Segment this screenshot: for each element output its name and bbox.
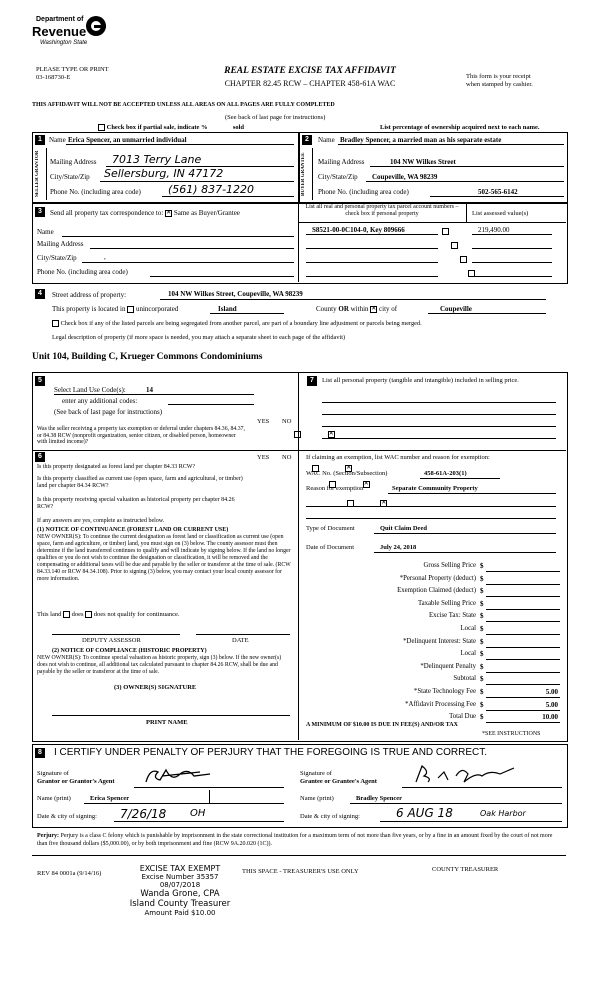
buyer-phone: 502-565-6142	[478, 188, 518, 196]
stamp-title: EXCISE TAX EXEMPT	[139, 864, 221, 873]
q-exemption-no-checkbox[interactable]: ✕	[328, 430, 334, 437]
fee-label: *State Technology Fee	[413, 688, 476, 695]
section-8-number: 8	[35, 748, 45, 758]
stamp-number: Excise Number 35357	[141, 873, 219, 881]
fee-dollar-sign: $	[480, 713, 484, 722]
seller-phone-label: Phone No. (including area code)	[50, 188, 141, 196]
perjury-text: Perjury is a class C felony which is punishable by imprisonment in the state correctional institution for a maximum term of not more than five years, or by a fine in an amount fixed by the court of not more than five thousand dollars ($5,000.00), or by both imprisonment and fine (RCW 9A.20.020 (1C)).	[37, 833, 553, 847]
form-title: REAL ESTATE EXCISE TAX AFFIDAVIT	[224, 66, 396, 76]
grantor-city: OH	[190, 808, 206, 819]
fee-dollar-sign: $	[480, 625, 484, 633]
seller-phone: (561) 837-1220	[168, 183, 255, 196]
stamp-date: 08/07/2018	[159, 881, 201, 889]
fee-dollar-sign: $	[480, 587, 484, 596]
parcel-2-checkbox[interactable]	[451, 242, 458, 249]
grantor-date-label: Date & city of signing:	[37, 813, 97, 820]
q-historical: Is this property receiving special valuation as historical property per chapter 84.26 RCW?	[37, 497, 235, 510]
fee-dollar-sign: $	[480, 574, 484, 583]
q-exemption: Was the seller receiving a property tax exemption or deferral under chapters 84.36, 84.37, or 84.38 RCW (nonprofit organization, senior citizen, or disabled person, homeowner with limited income)?	[37, 426, 245, 445]
fee-row	[306, 663, 560, 674]
unincorporated-label: unincorporated	[135, 305, 179, 313]
buyer-mailing: 104 NW Wilkes Street	[390, 158, 456, 166]
grantee-date-label: Date & city of signing:	[300, 813, 360, 820]
fee-value: 5.00	[545, 700, 558, 709]
fee-row	[306, 650, 560, 661]
grantee-signature	[410, 762, 520, 786]
fee-row	[306, 688, 560, 699]
section-4-number: 4	[35, 289, 45, 299]
does-not-label: does not qualify for continuance.	[93, 611, 180, 618]
seller-name-label: Name	[49, 136, 66, 144]
see-back: (See back of last page for instructions)	[225, 114, 326, 121]
additional-codes-label: enter any additional codes:	[62, 397, 138, 405]
see-instructions: *SEE INSTRUCTIONS	[482, 731, 541, 737]
segregated-label: Check box if any of the listed parcels are being segregated from another parcel, are part of a boundary line adjustment or parcels being merged.	[60, 320, 422, 327]
section-7-number: 7	[307, 376, 317, 386]
notice1-text: NEW OWNER(S): To continue the current designation as forest land or classification as current use (open space, farm and agriculture, or timber) land, you must sign on (3) below. The county assessor must then determine if the land transferred continues to qualify and will indicate by signing below. If the land no longer qualifies or you do not wish to continue the designation or classification, it will be removed and the compensating or additional taxes will be due and payable by the seller or transferor at the time of sale. (RCW 84.33.140 or RCW 84.34.108). Prior to signing (3) below, you may contact your local county assessor for more information.	[37, 534, 291, 582]
form-code: 03-168730-E	[36, 74, 71, 81]
land-use-code: 14	[146, 386, 153, 394]
fee-row	[306, 675, 560, 686]
grantee-sig-label1: Signature of	[300, 770, 332, 777]
stamp-name: Wanda Grone, CPA	[140, 889, 220, 899]
seller-city-label: City/State/Zip	[50, 173, 90, 181]
section-6-number: 6	[35, 452, 45, 462]
parcel-1-checkbox[interactable]	[442, 228, 449, 235]
dor-logo	[30, 14, 110, 54]
receipt-line1: This form is your receipt	[466, 73, 531, 80]
minimum-fee-note: A MINIMUM OF $10.00 IS DUE IN FEE(S) AND/OR TAX	[306, 722, 458, 728]
fee-row	[306, 638, 560, 649]
fee-label: Excise Tax: State	[429, 612, 476, 620]
property-county: Island	[218, 305, 237, 313]
fee-row	[306, 600, 560, 611]
section6-yes: YES	[257, 454, 270, 461]
section5-no: NO	[282, 418, 292, 425]
fee-row	[306, 701, 560, 712]
parcel-3-checkbox[interactable]	[460, 256, 467, 263]
located-line	[52, 305, 178, 313]
grantor-name: Erica Spencer	[90, 795, 130, 802]
grantee-sig-label2: Grantee or Grantee's Agent	[300, 778, 377, 785]
fee-row	[306, 587, 560, 598]
personal-property-label: List all personal property (tangible and intangible) included in selling price.	[322, 377, 519, 384]
grantor-signature	[140, 764, 230, 786]
q-exemption-yes-checkbox[interactable]	[294, 431, 301, 438]
fee-label: Local	[460, 625, 476, 632]
correspondence-text: Send all property tax correspondence to:	[50, 209, 164, 217]
exempt-stamp	[110, 864, 250, 917]
grantee-name-label: Name (print)	[300, 795, 334, 802]
grantee-name: Bradley Spencer	[356, 795, 403, 802]
fee-dollar-sign: $	[480, 662, 484, 671]
stamp-amount: Amount Paid $10.00	[144, 909, 216, 917]
owner-signature-label: (3) OWNER(S) SIGNATURE	[114, 684, 197, 691]
fee-dollar-sign: $	[480, 599, 484, 608]
unincorporated-checkbox[interactable]	[127, 306, 134, 313]
doc-date-label: Date of Document	[306, 544, 355, 551]
seller-side-label: SELLER GRANTOR	[35, 150, 40, 198]
q-forest: Is this property designated as forest land per chapter 84.33 RCW?	[37, 464, 196, 470]
fee-label: *Delinquent Interest: State	[403, 637, 476, 645]
parcel-number: S8521-00-0C104-0, Key 809666	[312, 226, 405, 234]
does-label: does	[71, 611, 84, 618]
reason-label: Reason for exemption	[306, 485, 364, 492]
corr-phone-label: Phone No. (including area code)	[37, 268, 128, 276]
fee-label: Subtotal	[453, 675, 476, 683]
q-current-use: Is this property classified as current use (open space, farm and agricultural, or timber) land per chapter 84.34 RCW?	[37, 476, 243, 489]
buyer-city: Coupeville, WA 98239	[372, 173, 438, 181]
exemption-label: If claiming an exemption, list WAC number and reason for exemption:	[306, 454, 490, 461]
ownership-list: List percentage of ownership acquired next to each name.	[380, 124, 540, 131]
street-label: Street address of property:	[52, 291, 127, 299]
seller-mailing-label: Mailing Address	[50, 158, 97, 166]
doc-date-value: July 24, 2018	[380, 544, 417, 551]
section5-yes: YES	[257, 418, 270, 425]
assessed-value: 219,490.00	[478, 226, 510, 234]
logo-swirl-icon	[86, 16, 106, 36]
section5-see-back: (See back of last page for instructions)	[54, 408, 163, 416]
segregated-checkbox[interactable]	[52, 320, 59, 327]
rev-code: REV 84 0001a (9/14/16)	[37, 870, 102, 877]
property-street: 104 NW Wilkes Street, Coupeville, WA 98239	[168, 290, 303, 298]
date-label: DATE	[232, 637, 249, 644]
grantor-sig-label1: Signature of	[37, 770, 69, 777]
reason-value: Separate Community Property	[392, 485, 478, 492]
fee-dollar-sign: $	[480, 700, 484, 709]
fee-dollar-sign: $	[480, 637, 484, 646]
notice2-text: NEW OWNER(S): To continue special valuation as historic property, sign (3) below. If the new owner(s) does not wish to continue, all additional tax calculated pursuant to chapter 84.26 RCW, shall be due and payable by the seller or transferor at the time of sale.	[37, 655, 282, 675]
fee-label: Taxable Selling Price	[417, 599, 476, 607]
does-checkbox[interactable]	[63, 611, 70, 618]
city-of-label: city of	[379, 305, 398, 313]
stamp-office: Island County Treasurer	[129, 899, 231, 909]
this-land-label: This land	[37, 611, 62, 618]
fee-value: 10.00	[542, 713, 558, 722]
fee-dollar-sign: $	[480, 562, 484, 570]
doc-type-label: Type of Document	[306, 525, 355, 532]
same-as-buyer-checkbox[interactable]: ✕	[166, 209, 172, 216]
buyer-phone-label: Phone No. (including area code)	[318, 188, 409, 196]
fee-row	[306, 612, 560, 623]
buyer-side-label: BUYER GRANTEE	[301, 152, 306, 196]
section6-no: NO	[282, 454, 292, 461]
parcel-header: List all real and personal property tax parcel account numbers – check box if personal property	[305, 204, 459, 217]
sold-label: sold	[232, 124, 245, 131]
buyer-mailing-label: Mailing Address	[318, 158, 365, 166]
same-as-buyer-label: Same as Buyer/Grantee	[173, 209, 240, 217]
wac-label: WAC No. (Section/Subsection)	[306, 470, 388, 477]
fee-dollar-sign: $	[480, 650, 484, 659]
wac-value: 458-61A-203(1)	[424, 470, 467, 477]
corr-mailing-label: Mailing Address	[37, 240, 84, 248]
does-not-checkbox[interactable]	[85, 611, 92, 618]
print-name-label: PRINT NAME	[146, 719, 188, 726]
fee-row	[306, 562, 560, 573]
section-1-number: 1	[35, 135, 45, 145]
legal-label: Legal description of property (if more space is needed, you may attach a separate sheet to each page of the affidavit)	[52, 334, 346, 341]
buyer-name: Bradley Spencer, a married man as his separate estate	[340, 136, 502, 144]
buyer-name-label: Name	[318, 136, 335, 144]
please-type: PLEASE TYPE OR PRINT	[36, 66, 109, 73]
fee-dollar-sign: $	[480, 612, 484, 621]
perjury-label: Perjury:	[37, 833, 59, 839]
assessed-header: List assessed value(s)	[472, 210, 529, 217]
fee-value: 5.00	[545, 688, 558, 696]
partial-sale-label: Check box if partial sale, indicate %	[106, 124, 208, 131]
segregated-line	[52, 320, 422, 327]
treasurer-space: THIS SPACE - TREASURER'S USE ONLY	[242, 868, 359, 875]
fee-row	[306, 575, 560, 586]
q-current-use-no-checkbox[interactable]: ✕	[363, 480, 369, 487]
logo-line2: Revenue	[32, 24, 87, 39]
partial-sale-checkbox[interactable]	[98, 124, 105, 131]
section-3-number: 3	[35, 207, 45, 217]
within-city-checkbox[interactable]: ✕	[371, 305, 377, 312]
perjury-statement	[37, 833, 563, 848]
q-forest-no-checkbox[interactable]: ✕	[346, 464, 352, 471]
grantee-city: Oak Harbor	[480, 809, 526, 818]
partial-sale	[98, 124, 244, 131]
fee-label: Local	[460, 650, 476, 658]
section-2-number: 2	[302, 135, 312, 145]
grantor-sig-label2: Grantor or Grantor's Agent	[37, 778, 115, 785]
corr-name-label: Name	[37, 228, 54, 236]
this-land-line	[37, 611, 180, 618]
notice1-title: (1) NOTICE OF CONTINUANCE (FOREST LAND OR CURRENT USE)	[37, 527, 229, 533]
corr-city-label: City/State/Zip	[37, 254, 77, 262]
fee-dollar-sign: $	[480, 688, 484, 696]
fee-label: Exemption Claimed (deduct)	[397, 587, 476, 595]
seller-city: Sellersburg, IN 47172	[104, 167, 224, 180]
form-subtitle: CHAPTER 82.45 RCW – CHAPTER 458-61A WAC	[224, 79, 396, 88]
property-city: Coupeville	[440, 305, 472, 313]
seller-name: Erica Spencer, an unmarried individual	[68, 136, 187, 144]
county-label: County	[316, 305, 337, 313]
or-label: OR	[338, 305, 349, 313]
logo-line3: Washington State	[40, 40, 88, 46]
notice2-title: (2) NOTICE OF COMPLIANCE (HISTORIC PROPERTY)	[52, 648, 207, 654]
within-label: within	[350, 305, 369, 313]
buyer-city-label: City/State/Zip	[318, 173, 358, 181]
corr-city-comma: ,	[104, 253, 106, 261]
fee-label: *Personal Property (deduct)	[399, 574, 476, 582]
grantee-date: 6 AUG 18	[396, 806, 453, 820]
county-or-line	[316, 305, 397, 313]
fee-dollar-sign: $	[480, 675, 484, 684]
fee-label: Total Due	[449, 713, 476, 721]
section-5-number: 5	[35, 376, 45, 386]
receipt-line2: when stamped by cashier.	[466, 81, 533, 88]
fee-row	[306, 625, 560, 636]
grantor-name-label: Name (print)	[37, 795, 71, 802]
fee-label: Gross Selling Price	[423, 562, 476, 569]
correspondence-label	[50, 209, 240, 217]
if-yes-text: If any answers are yes, complete as instructed below.	[37, 518, 165, 524]
located-label: This property is located in	[52, 305, 126, 313]
doc-type-value: Quit Claim Deed	[380, 525, 427, 532]
fee-label: *Delinquent Penalty	[420, 662, 476, 670]
grantor-date: 7/26/18	[120, 807, 167, 821]
seller-mailing: 7013 Terry Lane	[112, 153, 202, 166]
fee-label: *Affidavit Processing Fee	[405, 700, 476, 708]
land-use-label: Select Land Use Code(s):	[54, 386, 126, 394]
q-historical-no-checkbox[interactable]: ✕	[381, 499, 387, 506]
certify-statement: I CERTIFY UNDER PENALTY OF PERJURY THAT THE FOREGOING IS TRUE AND CORRECT.	[54, 747, 488, 758]
warning-line: THIS AFFIDAVIT WILL NOT BE ACCEPTED UNLESS ALL AREAS ON ALL PAGES ARE FULLY COMPLETED	[32, 102, 335, 108]
county-treasurer: COUNTY TREASURER	[432, 866, 499, 873]
legal-description: Unit 104, Building C, Krueger Commons Condominiums	[32, 352, 263, 362]
logo-line1: Department of	[36, 16, 84, 23]
deputy-assessor-label: DEPUTY ASSESSOR	[82, 637, 141, 644]
